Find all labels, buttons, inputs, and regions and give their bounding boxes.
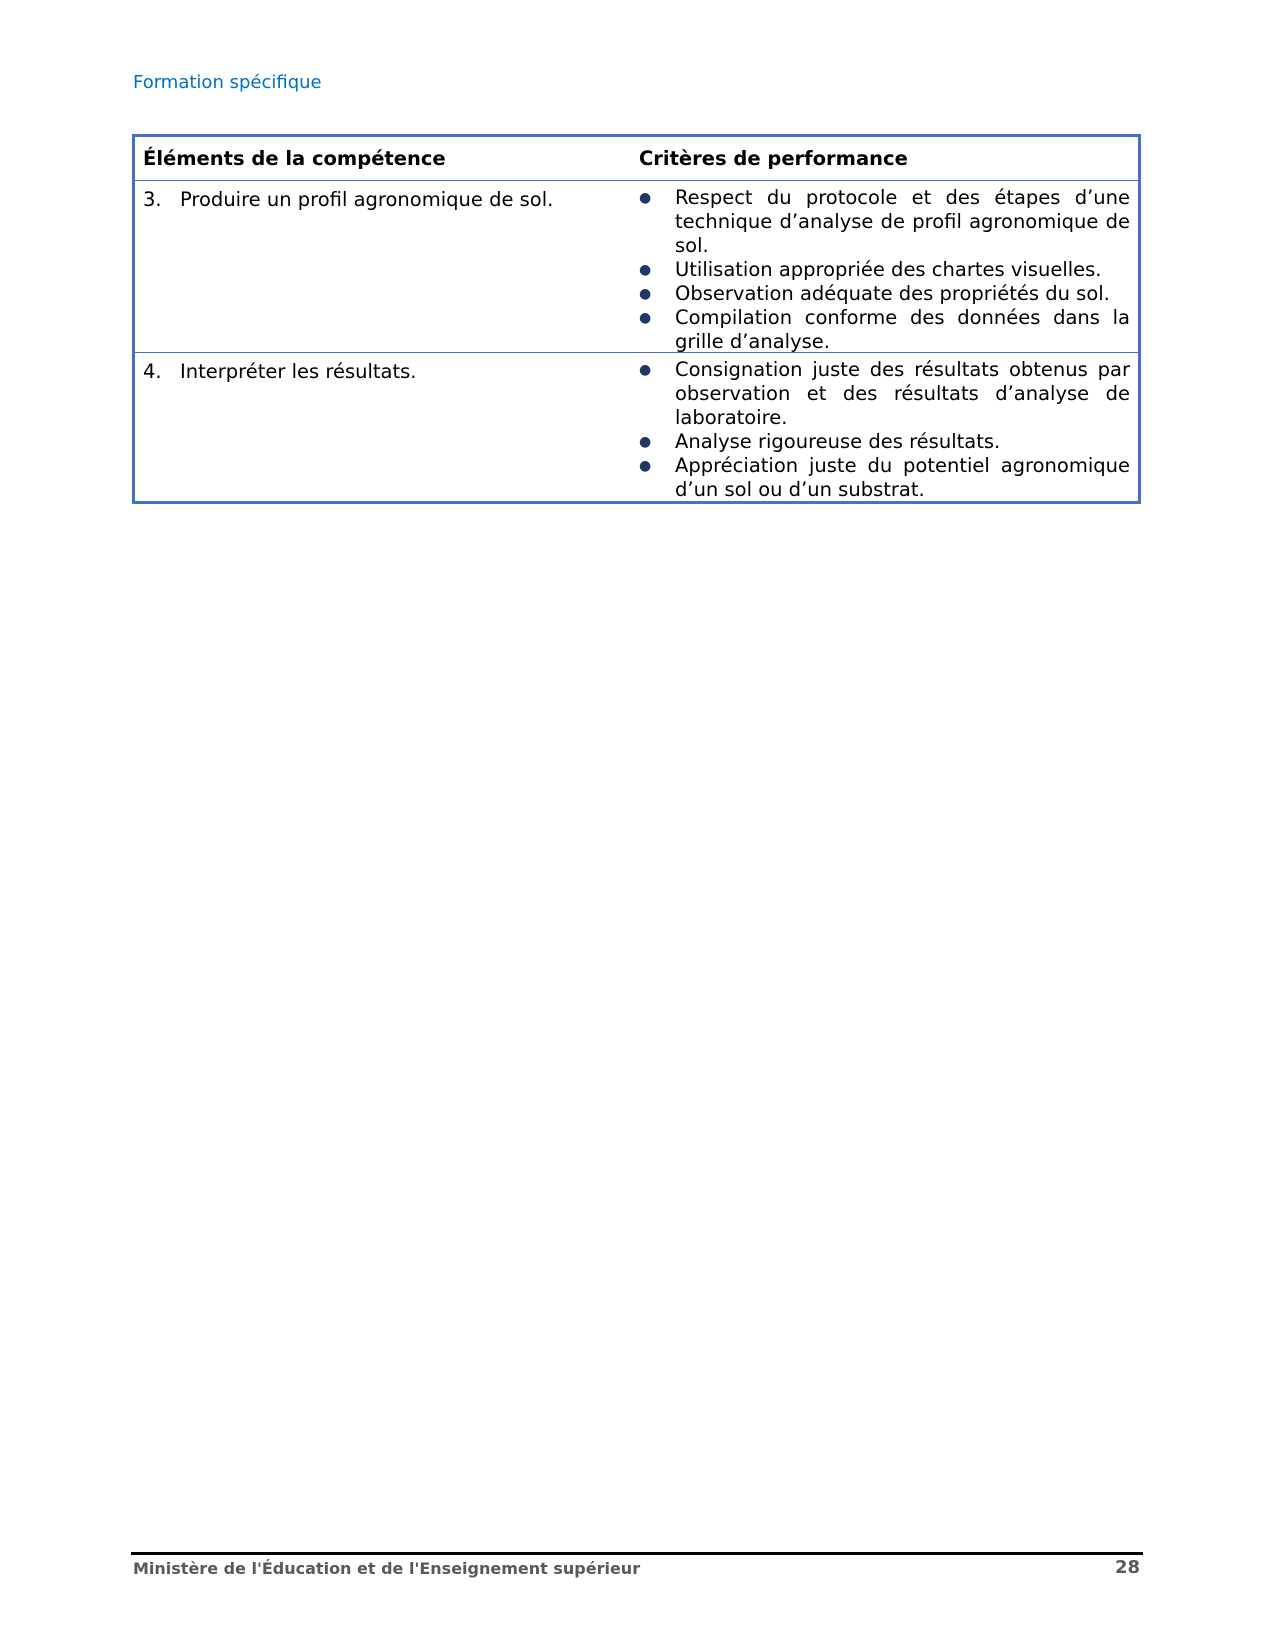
list-item (639, 258, 1130, 282)
column-header-elements: Éléments de la compétence (143, 147, 446, 170)
page-header-title: Formation spécifique (133, 72, 322, 93)
competence-table (132, 134, 1141, 504)
list-item (639, 454, 1130, 502)
criteria-text: Utilisation appropriée des chartes visuelles. (675, 258, 1102, 281)
element-number: 4. (143, 360, 162, 383)
footer-divider (131, 1552, 1143, 1555)
criteria-text: Observation adéquate des propriétés du sol. (675, 282, 1110, 305)
criteria-text: Analyse rigoureuse des résultats. (675, 430, 1001, 453)
column-header-criteria: Critères de performance (639, 147, 908, 170)
criteria-list (639, 181, 1130, 356)
bullet-icon: ● (639, 434, 652, 450)
list-item (639, 186, 1130, 258)
page-number: 28 (1114, 1557, 1140, 1578)
element-number: 3. (143, 188, 162, 211)
criteria-text: Consignation juste des résultats obtenus par observation et des résultats d’analyse de laboratoire. (675, 358, 1130, 429)
criteria-text: Compilation conforme des données dans la grille d’analyse. (675, 306, 1130, 353)
element-text: Produire un profil agronomique de sol. (180, 188, 554, 211)
criteria-cell (635, 353, 1138, 501)
element-item (143, 360, 625, 384)
table-row (135, 352, 1138, 501)
bullet-icon: ● (639, 190, 652, 206)
bullet-icon: ● (639, 286, 652, 302)
criteria-list (639, 353, 1130, 504)
bullet-icon: ● (639, 262, 652, 278)
criteria-cell (635, 181, 1138, 352)
bullet-icon: ● (639, 458, 652, 474)
list-item (639, 282, 1130, 306)
list-item (639, 430, 1130, 454)
footer-ministry: Ministère de l'Éducation et de l'Enseignement supérieur (133, 1559, 641, 1578)
element-cell (135, 353, 635, 501)
list-item (639, 306, 1130, 354)
table-row (135, 180, 1138, 352)
criteria-text: Respect du protocole et des étapes d’une technique d’analyse de profil agronomique de sol. (675, 186, 1130, 257)
element-cell (135, 181, 635, 352)
list-item (639, 358, 1130, 430)
table-header-row (135, 137, 1138, 180)
bullet-icon: ● (639, 362, 652, 378)
bullet-icon: ● (639, 310, 652, 326)
element-item (143, 188, 625, 212)
criteria-text: Appréciation juste du potentiel agronomique d’un sol ou d’un substrat. (675, 454, 1130, 501)
element-text: Interpréter les résultats. (180, 360, 417, 383)
